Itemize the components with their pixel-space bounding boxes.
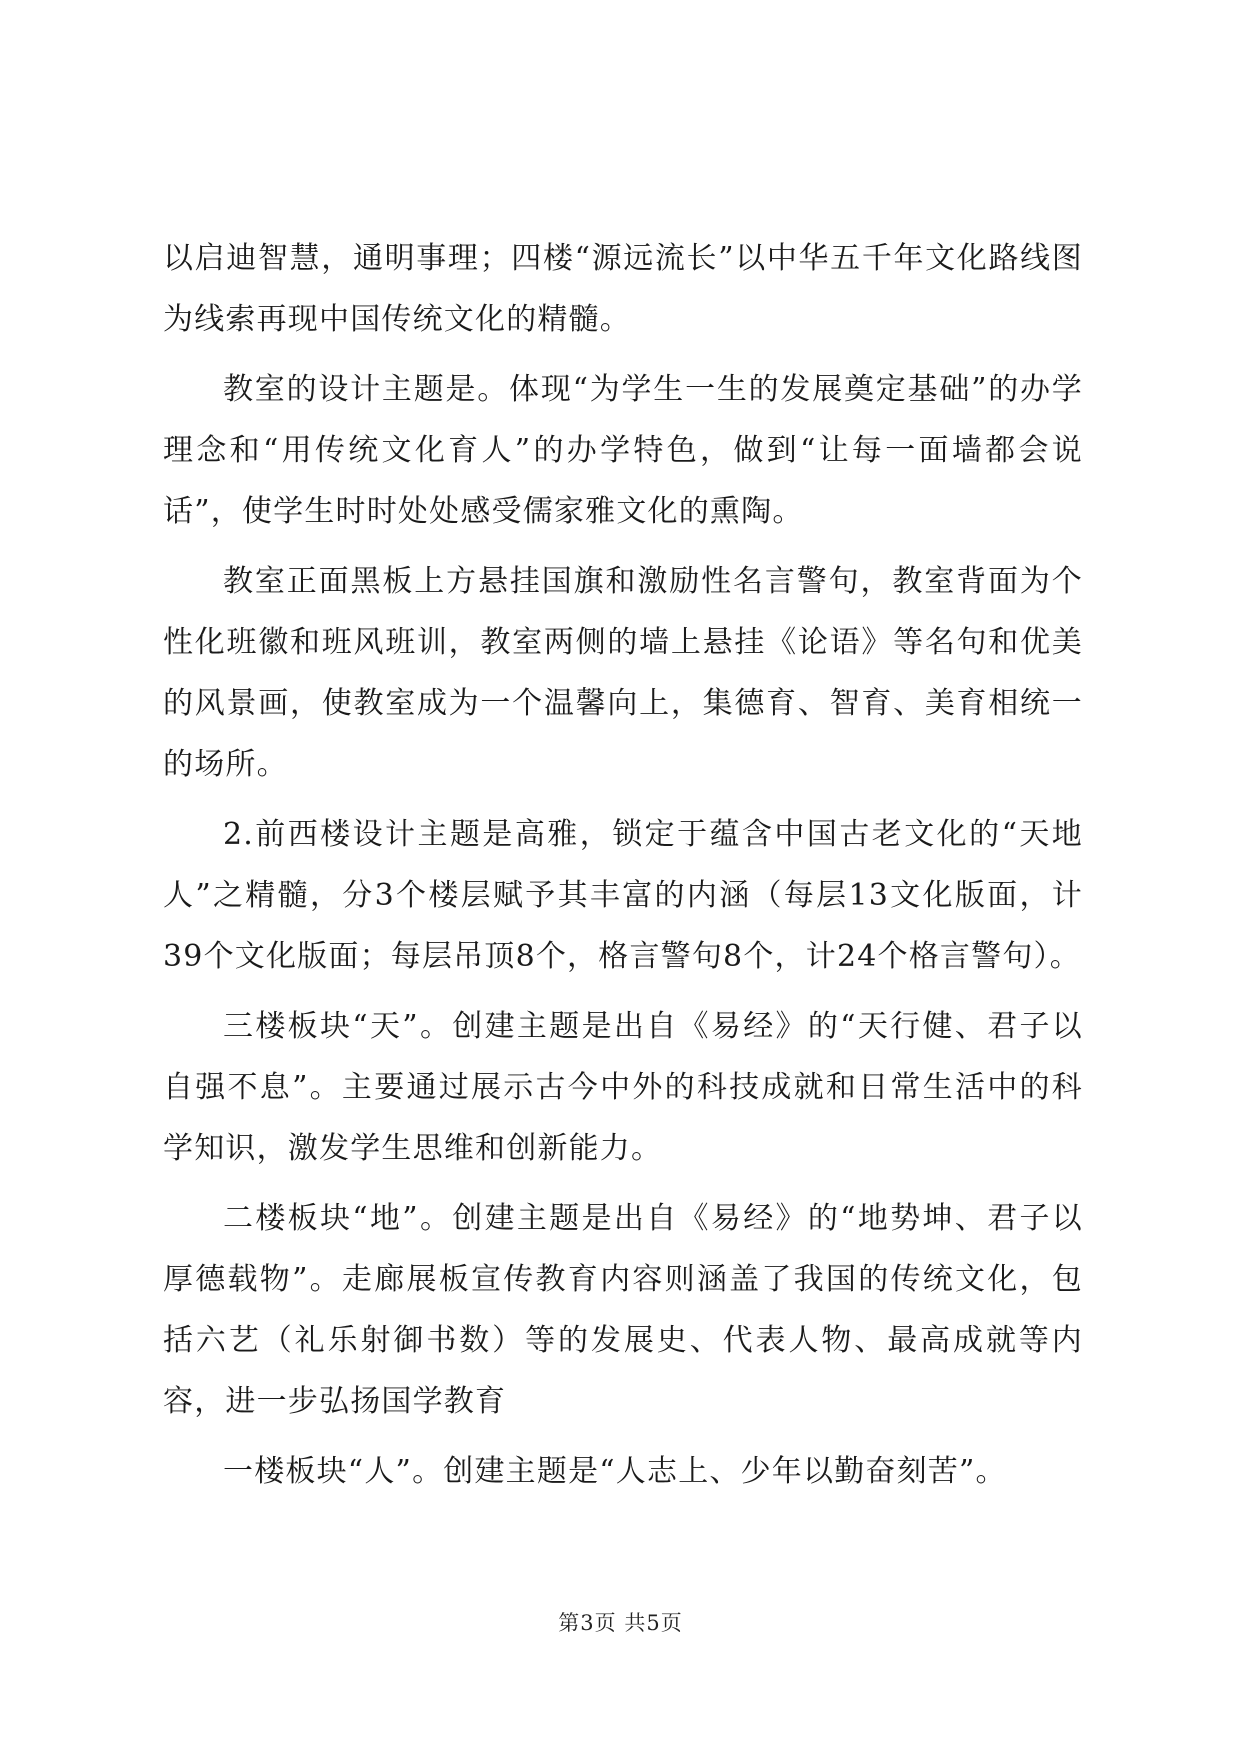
- paragraph-5: 三楼板块“天”。创建主题是出自《易经》的“天行健、君子以自强不息”。主要通过展示古今中外的科技成就和日常生活中的科学知识，激发学生思维和创新能力。: [163, 1009, 1083, 1166]
- document-body: [163, 228, 1083, 1511]
- paragraph-1: 以启迪智慧，通明事理；四楼“源远流长”以中华五千年文化路线图为线索再现中国传统文化的精髓。: [163, 241, 1083, 337]
- paragraph-3: 教室正面黑板上方悬挂国旗和激励性名言警句，教室背面为个性化班徽和班风班训，教室两侧的墙上悬挂《论语》等名句和优美的风景画，使教室成为一个温馨向上，集德育、智育、美育相统一的场所。: [163, 564, 1083, 782]
- page-number-label: 第3页 共5页: [558, 1611, 683, 1635]
- page-footer: [0, 1608, 1241, 1638]
- paragraph-2: 教室的设计主题是。体现“为学生一生的发展奠定基础”的办学理念和“用传统文化育人”的办学特色，做到“让每一面墙都会说话”，使学生时时处处感受儒家雅文化的熏陶。: [163, 372, 1083, 529]
- paragraph-6: 二楼板块“地”。创建主题是出自《易经》的“地势坤、君子以厚德载物”。走廊展板宣传教育内容则涵盖了我国的传统文化，包括六艺（礼乐射御书数）等的发展史、代表人物、最高成就等内容，进一步弘扬国学教育: [163, 1201, 1083, 1419]
- paragraph-4: 2.前西楼设计主题是高雅，锁定于蕴含中国古老文化的“天地人”之精髓，分3个楼层赋予其丰富的内涵（每层13文化版面，计39个文化版面；每层吊顶8个，格言警句8个，计24个格言警句）。: [163, 817, 1083, 974]
- paragraph-7: 一楼板块“人”。创建主题是“人志上、少年以勤奋刻苦”。: [223, 1454, 1007, 1489]
